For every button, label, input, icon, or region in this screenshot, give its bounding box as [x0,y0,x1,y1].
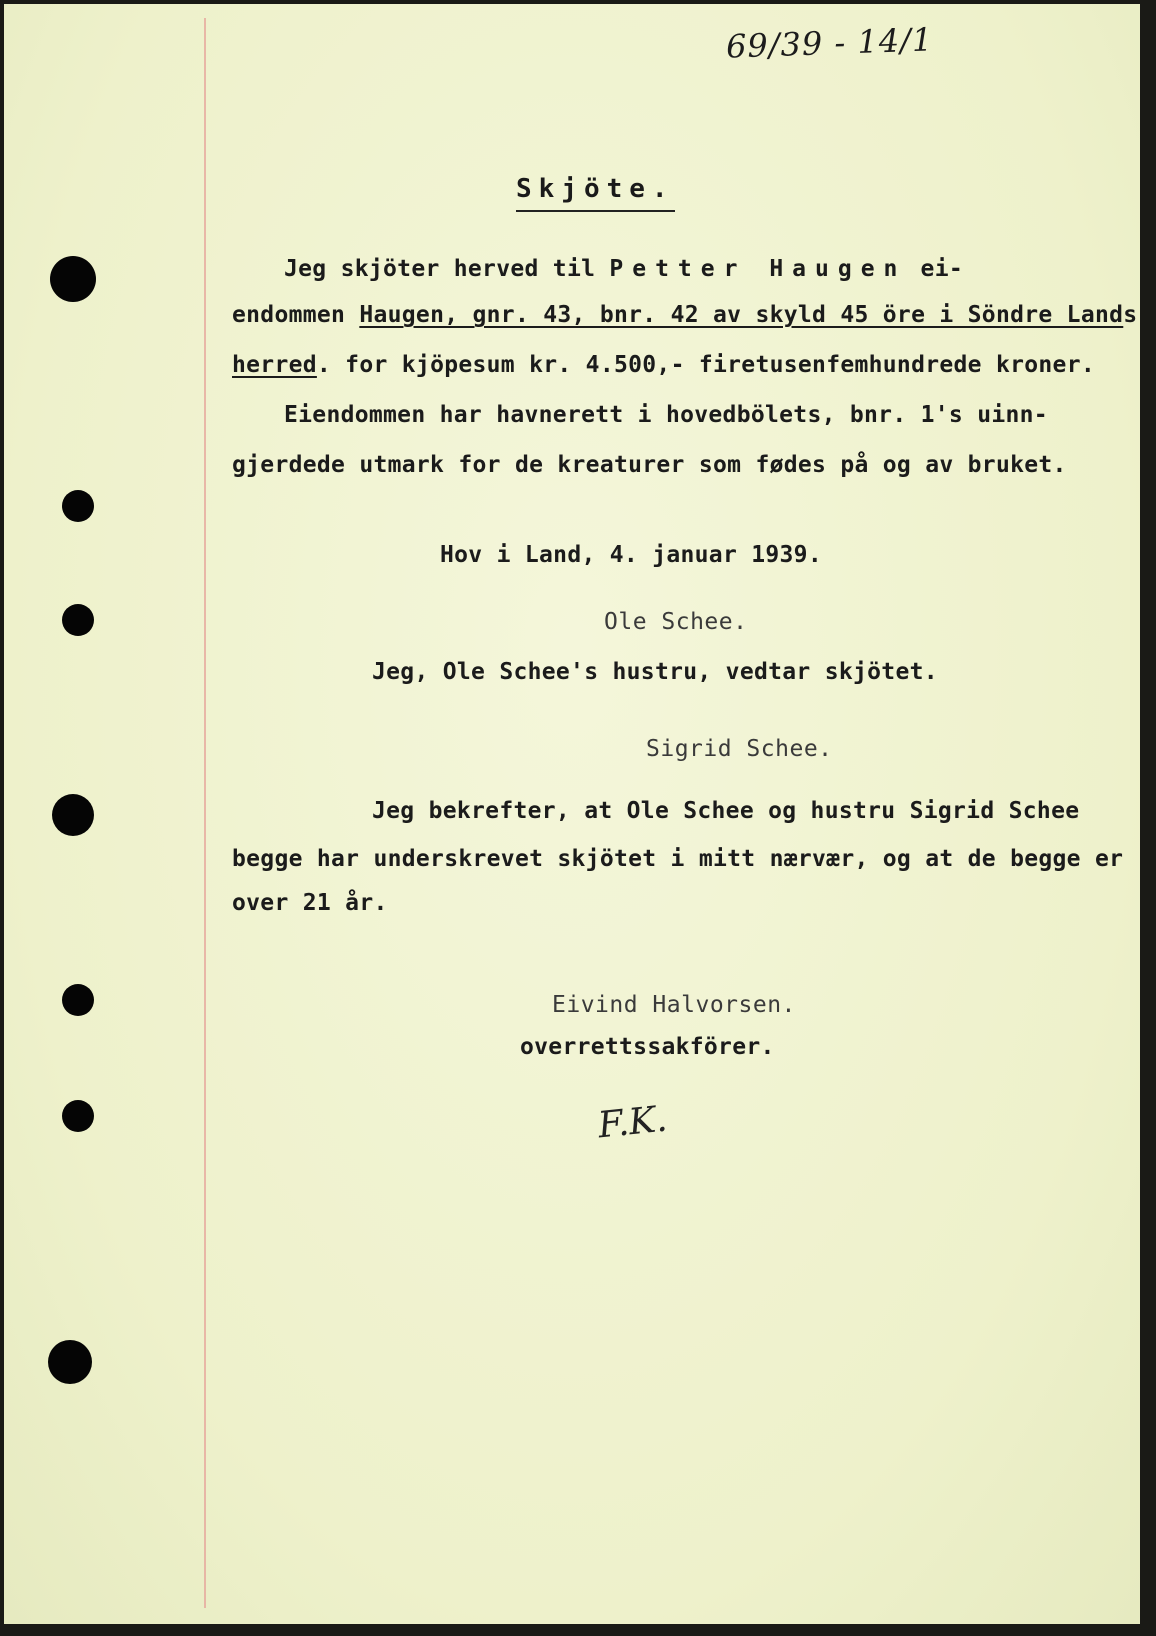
document-page [4,4,1140,1624]
punch-hole [50,256,96,302]
body-line-3: herred. for kjöpesum kr. 4.500,- firetusenfemhundrede kroner. [232,352,1095,378]
handwritten-reference: 69/39 - 14/1 [725,20,934,66]
property-description: Haugen, gnr. 43, bnr. 42 av skyld 45 öre i Söndre Land [359,302,1124,328]
signature-sigrid-schee: Sigrid Schee. [646,736,833,762]
signature-ole-schee: Ole Schee. [604,609,748,635]
margin-line [204,18,206,1608]
punch-hole [62,1100,94,1132]
signer-title: overrettssakförer. [520,1034,775,1060]
punch-hole [52,794,94,836]
spouse-consent: Jeg, Ole Schee's hustru, vedtar skjötet. [372,659,938,685]
certification-line-3: over 21 år. [232,890,388,916]
body-line-5: gjerdede utmark for de kreaturer som fødes på og av bruket. [232,452,1067,478]
certification-line-1: Jeg bekrefter, at Ole Schee og hustru Sigrid Schee [372,798,1080,824]
body-line-2: endommen Haugen, gnr. 43, bnr. 42 av skyld 45 öre i Söndre Lands [232,302,1138,328]
signature-eivind-halvorsen: Eivind Halvorsen. [552,992,796,1018]
punch-hole [48,1340,92,1384]
document-title: Skjöte. [516,174,675,212]
place-date: Hov i Land, 4. januar 1939. [440,542,822,568]
body-line-4: Eiendommen har havnerett i hovedbölets, bnr. 1's uinn- [284,402,1048,428]
body-line-1: Jeg skjöter herved til Petter Haugen ei- [284,256,963,282]
certification-line-2: begge har underskrevet skjötet i mitt nærvær, og at de begge er [232,846,1124,872]
punch-hole [62,604,94,636]
buyer-name: Petter Haugen [609,256,907,282]
punch-hole [62,490,94,522]
handwritten-initials: F.K. [596,1098,670,1147]
punch-hole [62,984,94,1016]
